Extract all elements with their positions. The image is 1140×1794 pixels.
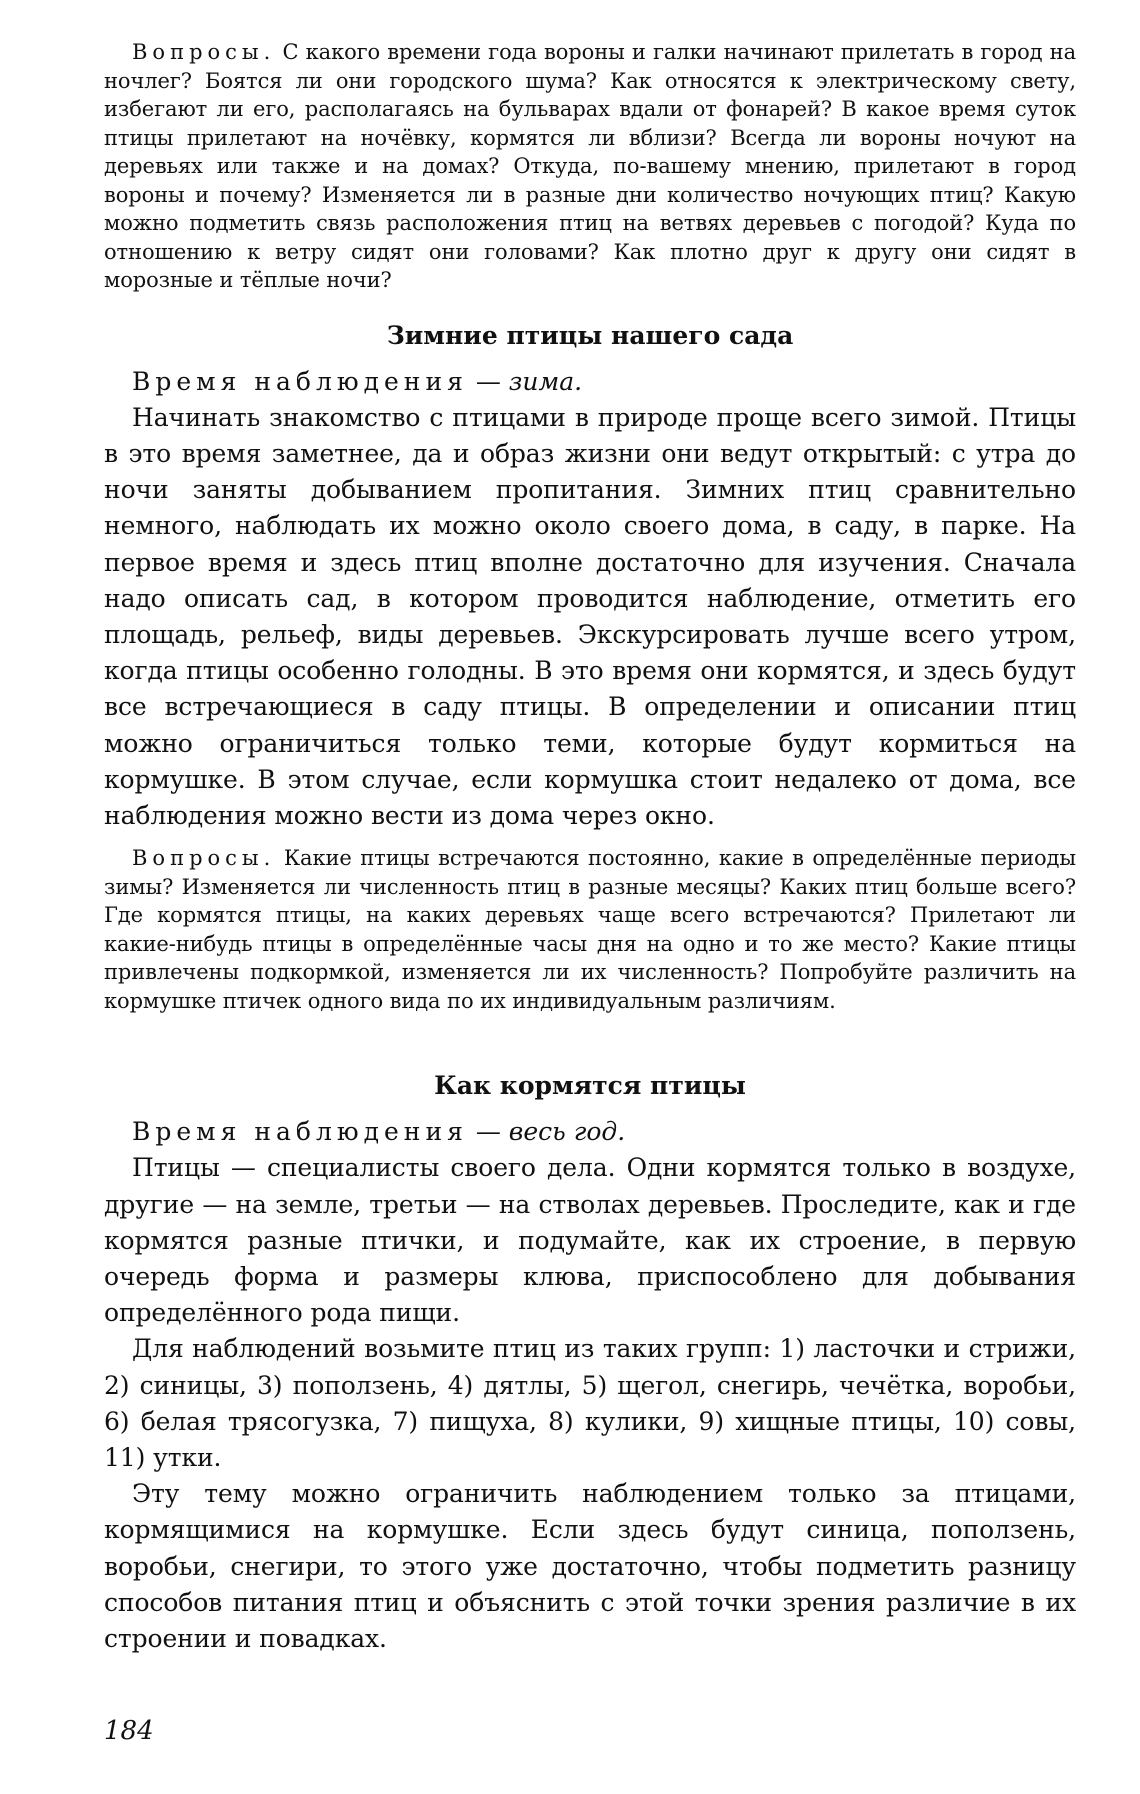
questions-lead: Вопросы. [132, 846, 276, 871]
questions-paragraph-2 [104, 844, 1076, 1015]
observation-time-label: Время наблюдения [132, 1117, 468, 1147]
body-paragraph: Эту тему можно ограничить наблюдением только за птицами, кормящимися на кормушке. Если здесь будут синица, поползень, воробьи, снегири, то этого уже достаточно, чтобы подметить разницу способов питания птиц и объяснить с этой точки зрения различие в их строении и повадках. [104, 1479, 1076, 1653]
section-heading-winter-birds: Зимние птицы нашего сада [386, 320, 794, 350]
observation-time-line [104, 1114, 1076, 1150]
book-page [104, 38, 1076, 1657]
questions-text: С какого времени года вороны и галки начинают прилетать в город на ночлег? Боятся ли они городского шума? Как относятся к электрическому свету, избегают ли его, располагаясь на бульварах вдали от фонарей? В какое время суток птицы прилетают на ночёвку, кормятся ли вблизи? Всегда ли вороны ночуют на деревьях или также и на домах? Откуда, по-вашему мнению, прилетают в город вороны и почему? Изменяется ли в разные дни количество ночующих птиц? Какую можно подметить связь расположения птиц на ветвях деревьев с погодой? Куда по отношению к ветру сидят они головами? Как плотно друг к другу они сидят в морозные и тёплые ночи? [104, 40, 1076, 292]
observation-time-dash: — [467, 366, 509, 396]
questions-paragraph-1 [104, 38, 1076, 295]
observation-time-dash: — [467, 1117, 509, 1147]
questions-text: Какие птицы встречаются постоянно, какие в определённые периоды зимы? Изменяется ли численность птиц в разные месяцы? Каких птиц больше всего? Где кормятся птицы, на каких деревьях чаще всего встречаются? Прилетают ли какие-нибудь птицы в определённые часы дня на одно и то же место? Какие птицы привлечены подкормкой, изменяется ли их численность? Попробуйте различить на кормушке птичек одного вида по их индивидуальным различиям. [104, 846, 1076, 1013]
page-number: 184 [104, 1716, 154, 1746]
observation-time-line [104, 364, 1076, 400]
observation-time-value: весь год. [508, 1117, 626, 1147]
observation-time-label: Время наблюдения [132, 366, 468, 396]
body-paragraph: Птицы — специалисты своего дела. Одни кормятся только в воздухе, другие — на земле, третьи — на стволах деревьев. Проследите, как и где кормятся разные птички, и подумайте, как их строение, в первую очередь форма и размеры клюва, приспособлено для добывания определённого рода пищи. [104, 1153, 1076, 1328]
section-heading-how-birds-feed: Как кормятся птицы [434, 1071, 746, 1101]
questions-lead: Вопросы. [132, 40, 276, 64]
body-paragraph: Для наблюдений возьмите птиц из таких групп: 1) ласточки и стрижи, 2) синицы, 3) поползень, 4) дятлы, 5) щегол, снегирь, чечётка, воробьи, 6) белая трясогузка, 7) пищуха, 8) кулики, 9) хищные птицы, 10) совы, 11) утки. [104, 1334, 1076, 1472]
observation-time-value: зима. [508, 366, 583, 396]
body-paragraph: Начинать знакомство с птицами в природе проще всего зимой. Птицы в это время заметнее, да и образ жизни они ведут открытый: с утра до ночи заняты добыванием пропитания. Зимних птиц сравнительно немного, наблюдать их можно около своего дома, в саду, в парке. На первое время и здесь птиц вполне достаточно для изучения. Сначала надо описать сад, в котором проводится наблюдение, отметить его площадь, рельеф, виды деревьев. Экскурсировать лучше всего утром, когда птицы особенно голодны. В это время они кормятся, и здесь будут все встречающиеся в саду птицы. В определении и описании птиц можно ограничиться только теми, которые будут кормиться на кормушке. В этом случае, если кормушка стоит недалеко от дома, все наблюдения можно вести из дома через окно. [104, 402, 1076, 830]
